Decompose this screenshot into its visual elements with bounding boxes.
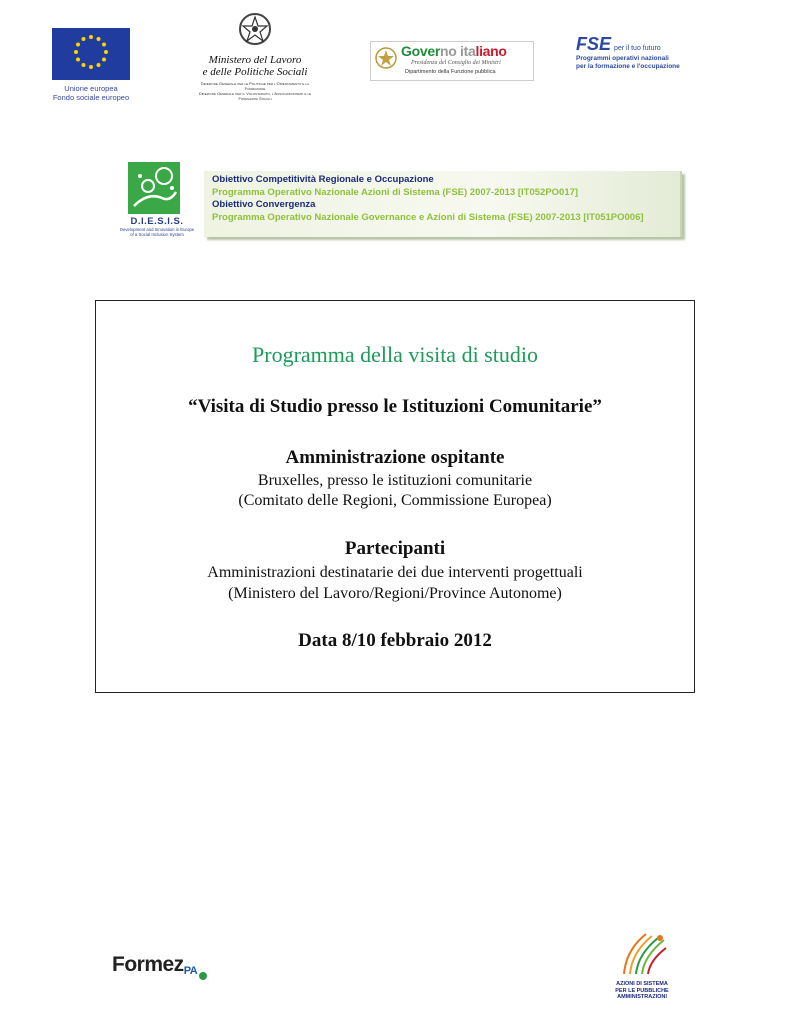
fse-tagline: per il tuo futuro: [614, 45, 661, 52]
programme-box: [95, 300, 695, 693]
host-details: [96, 471, 694, 511]
governo-title-part: Gover: [401, 43, 440, 59]
azioni-line: AMMINISTRAZIONI: [617, 994, 667, 1000]
governo-title-part: liano: [475, 43, 507, 59]
fse-programmes: [576, 55, 688, 71]
diesis-sub-line: of a Social Inclusion System: [130, 232, 184, 237]
governo-title: [401, 43, 507, 59]
ministry-name-line: Ministero del Lavoro: [208, 54, 302, 66]
participants-details: [96, 562, 694, 604]
participants-label: Partecipanti: [344, 538, 446, 559]
azioni-stripes-icon: [616, 930, 668, 976]
azioni-line: PER LE PUBBLICHE: [615, 987, 669, 994]
azioni-di-sistema-logo: [612, 930, 672, 1001]
formez-logo: [112, 953, 197, 977]
ministry-name-line: e delle Politiche Sociali: [202, 66, 308, 78]
diesis-sub-line: Development and Innovation in Europe: [119, 227, 195, 232]
objectives-banner: [204, 171, 682, 237]
governo-title-part: no ita: [439, 43, 476, 59]
host-line: (Comitato delle Regioni, Commissione Europea): [238, 492, 552, 509]
eu-logo: [50, 28, 132, 102]
azioni-line: AZIONI DI SISTEMA: [616, 981, 668, 987]
participants-line: Amministrazioni destinatarie dei due interventi progettuali: [207, 564, 583, 581]
fse-line: Programmi operativi nazionali: [576, 55, 669, 62]
governo-presidenza: Presidenza del Consiglio dei Ministri: [411, 60, 501, 66]
governo-emblem-icon: [374, 45, 398, 75]
diesis-emblem-icon: [128, 162, 180, 214]
banner-objective-2: Obiettivo Convergenza: [212, 199, 316, 210]
formez-suffix: PA: [183, 965, 198, 977]
visit-title: “Visita di Studio presso le Istituzioni Comunitarie”: [188, 396, 602, 417]
host-label: Amministrazione ospitante: [285, 447, 505, 468]
host-line: Bruxelles, presso le istituzioni comunitarie: [257, 472, 533, 489]
eu-flag-icon: [52, 28, 130, 80]
visit-date: Data 8/10 febbraio 2012: [298, 630, 492, 651]
fse-logo: [576, 34, 688, 71]
eu-caption-line: Fondo sociale europeo: [52, 93, 130, 102]
governo-italiano-logo: [370, 41, 534, 81]
banner-programme-1: Programma Operativo Nazionale Azioni di Sistema (FSE) 2007-2013 [IT052PO017]: [212, 186, 579, 198]
republic-emblem-icon: [236, 10, 274, 48]
ministry-directorates: [190, 81, 320, 101]
ministry-logo: [190, 10, 320, 101]
ministry-sub-line: Direzione Generale per le Politiche per l'Orientamento e la Formazione: [200, 81, 310, 91]
ministry-name: [190, 54, 320, 78]
participants-line: (Ministero del Lavoro/Regioni/Province Autonome): [228, 585, 562, 602]
diesis-subtitle: [118, 227, 196, 237]
azioni-text: [612, 981, 672, 1001]
governo-dipartimento: Dipartimento della Funzione pubblica: [405, 69, 496, 75]
formez-dot-icon: [198, 971, 208, 981]
eu-caption-line: Unione europea: [64, 84, 118, 93]
programme-heading: Programma della visita di studio: [252, 342, 538, 367]
ministry-sub-line: Direzione Generale per il Volontariato, l'Associazionismo e le Formazioni Sociali: [198, 91, 312, 101]
banner-programme-2: Programma Operativo Nazionale Governance e Azioni di Sistema (FSE) 2007-2013 [IT051PO006]: [212, 211, 644, 223]
diesis-logo: [118, 162, 196, 246]
banner-objective-1: Obiettivo Competitività Regionale e Occupazione: [212, 174, 434, 185]
eu-caption: [50, 84, 132, 102]
diesis-name: D.I.E.S.I.S.: [130, 216, 184, 227]
fse-line: per la formazione e l'occupazione: [576, 63, 680, 70]
formez-name: Formez: [112, 953, 184, 976]
fse-mark: FSE: [576, 34, 612, 54]
